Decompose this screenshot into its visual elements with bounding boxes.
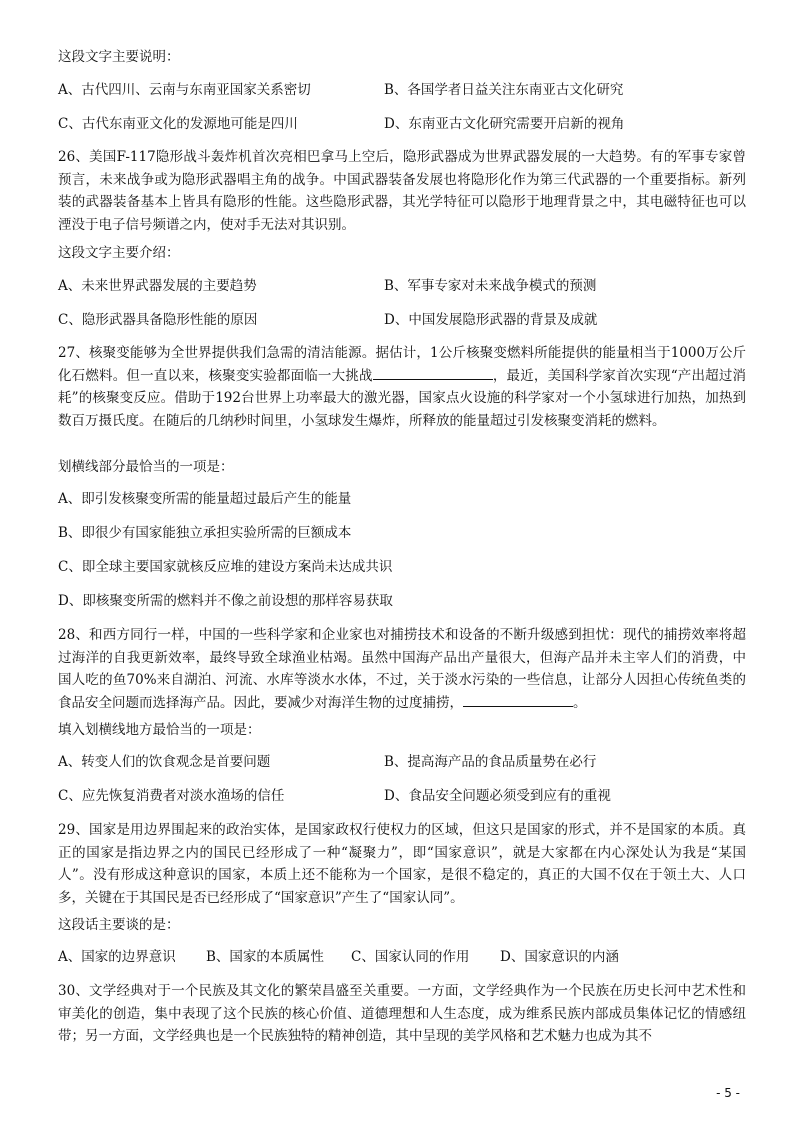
q25-option-b: B、各国学者日益关注东南亚古文化研究	[384, 82, 624, 98]
q27-text-after: ，最近，美国科学家首次实现“产出超过消耗”的核聚变反应。借助于192台世界上功率最大的激光器，国家点火设施的科学家对一个小氢球进行加热，加热到数百万摄氏度。在随后的几纳秒时间里，小氢球发生爆炸，所释放的能量超过引发核聚变消耗的燃料。	[58, 367, 747, 429]
page-number: - 5 -	[716, 1086, 740, 1100]
q29-option-b: B、国家的本质属性	[206, 949, 324, 965]
q29-option-c: C、国家认同的作用	[351, 949, 470, 965]
q26-option-d: D、中国发展隐形武器的背景及成就	[384, 312, 598, 328]
q28-option-b: B、提高海产品的食品质量势在必行	[384, 754, 597, 770]
q26-option-a: A、未来世界武器发展的主要趋势	[58, 278, 257, 294]
q27-option-d: D、即核聚变所需的燃料并不像之前设想的那样容易获取	[58, 593, 393, 609]
q25-option-c: C、古代东南亚文化的发源地可能是四川	[58, 116, 298, 132]
q25-prompt: 这段文字主要说明：	[58, 49, 180, 65]
q28-passage	[58, 624, 746, 714]
q29-option-a: A、国家的边界意识	[58, 949, 176, 965]
q26-passage: 26、美国F-117隐形战斗轰炸机首次亮相巴拿马上空后，隐形武器成为世界武器发展的一大趋势。有的军事专家曾预言，未来战争或为隐形武器唱主角的战争。中国武器装备发展也将隐形化作为第三代武器的一个重要指标。新列装的武器装备基本上皆具有隐形的性能。这些隐形武器，其光学特征可以隐形于地理背景之中，其电磁特征也可以湮没于电子信号频谱之内，使对手无法对其识别。	[58, 149, 746, 233]
q28-option-c: C、应先恢复消费者对淡水渔场的信任	[58, 788, 285, 804]
q27-option-a: A、即引发核聚变所需的能量超过最后产生的能量	[58, 491, 352, 507]
q29-option-d: D、国家意识的内涵	[500, 949, 619, 965]
q28-option-d: D、食品安全问题必须受到应有的重视	[384, 788, 611, 804]
q26-prompt: 这段文字主要介绍：	[58, 245, 180, 261]
q28-text-after: 。	[573, 694, 587, 711]
q27-option-b: B、即很少有国家能独立承担实验所需的巨额成本	[58, 525, 352, 541]
q27-text-before: 27、核聚变能够为全世界提供我们急需的清洁能源。据估计，1公斤核聚变燃料所能提供的能量相当于1000万公斤化石燃料。但一直以来，核聚变实验都面临一大挑战	[58, 345, 746, 384]
q27-blank	[373, 365, 493, 380]
q28-option-a: A、转变人们的饮食观念是首要问题	[58, 754, 271, 770]
q29-passage: 29、国家是用边界围起来的政治实体，是国家政权行使权力的区域，但这只是国家的形式，并不是国家的本质。真正的国家是指边界之内的国民已经形成了一种“凝聚力”，即“国家意识”，就是大家都在内心深处认为我是“某国人”。没有形成这种意识的国家，本质上还不能称为一个国家，是很不稳定的，真正的大国不仅在于领土大、人口多，关键在于其国民是否已经形成了“国家意识”产生了“国家认同”。	[58, 822, 746, 906]
q25-option-d: D、东南亚古文化研究需要开启新的视角	[384, 116, 625, 132]
q27-passage	[58, 342, 746, 432]
q29-prompt: 这段话主要谈的是：	[58, 917, 180, 933]
q25-option-a: A、古代四川、云南与东南亚国家关系密切	[58, 82, 311, 98]
q27-option-c: C、即全球主要国家就核反应堆的建设方案尚未达成共识	[58, 559, 393, 575]
q30-passage: 30、文学经典对于一个民族及其文化的繁荣昌盛至关重要。一方面，文学经典作为一个民族在历史长河中艺术性和审美化的创造，集中表现了这个民族的核心价值、道德理想和人生态度，成为维系民族内部成员集体记忆的情感纽带；另一方面，文学经典也是一个民族独特的精神创造，其中呈现的美学风格和艺术魅力也成为其不	[58, 983, 746, 1044]
q28-text-before: 28、和西方同行一样，中国的一些科学家和企业家也对捕捞技术和设备的不断升级感到担忧：现代的捕捞效率将超过海洋的自我更新效率，最终导致全球渔业枯竭。虽然中国海产品出产量很大，但海产品并未主宰人们的消费，中国人吃的鱼70%来自湖泊、河流、水库等淡水水体，不过，关于淡水污染的一些信息，让部分人因担心传统鱼类的食品安全问题而选择海产品。因此，要减少对海洋生物的过度捕捞，	[58, 627, 746, 711]
q26-option-b: B、军事专家对未来战争模式的预测	[384, 278, 597, 294]
q28-prompt: 填入划横线地方最恰当的一项是：	[58, 722, 261, 738]
q28-blank	[463, 692, 573, 707]
q26-option-c: C、隐形武器具备隐形性能的原因	[58, 312, 258, 328]
q27-prompt: 划横线部分最恰当的一项是：	[58, 459, 234, 475]
